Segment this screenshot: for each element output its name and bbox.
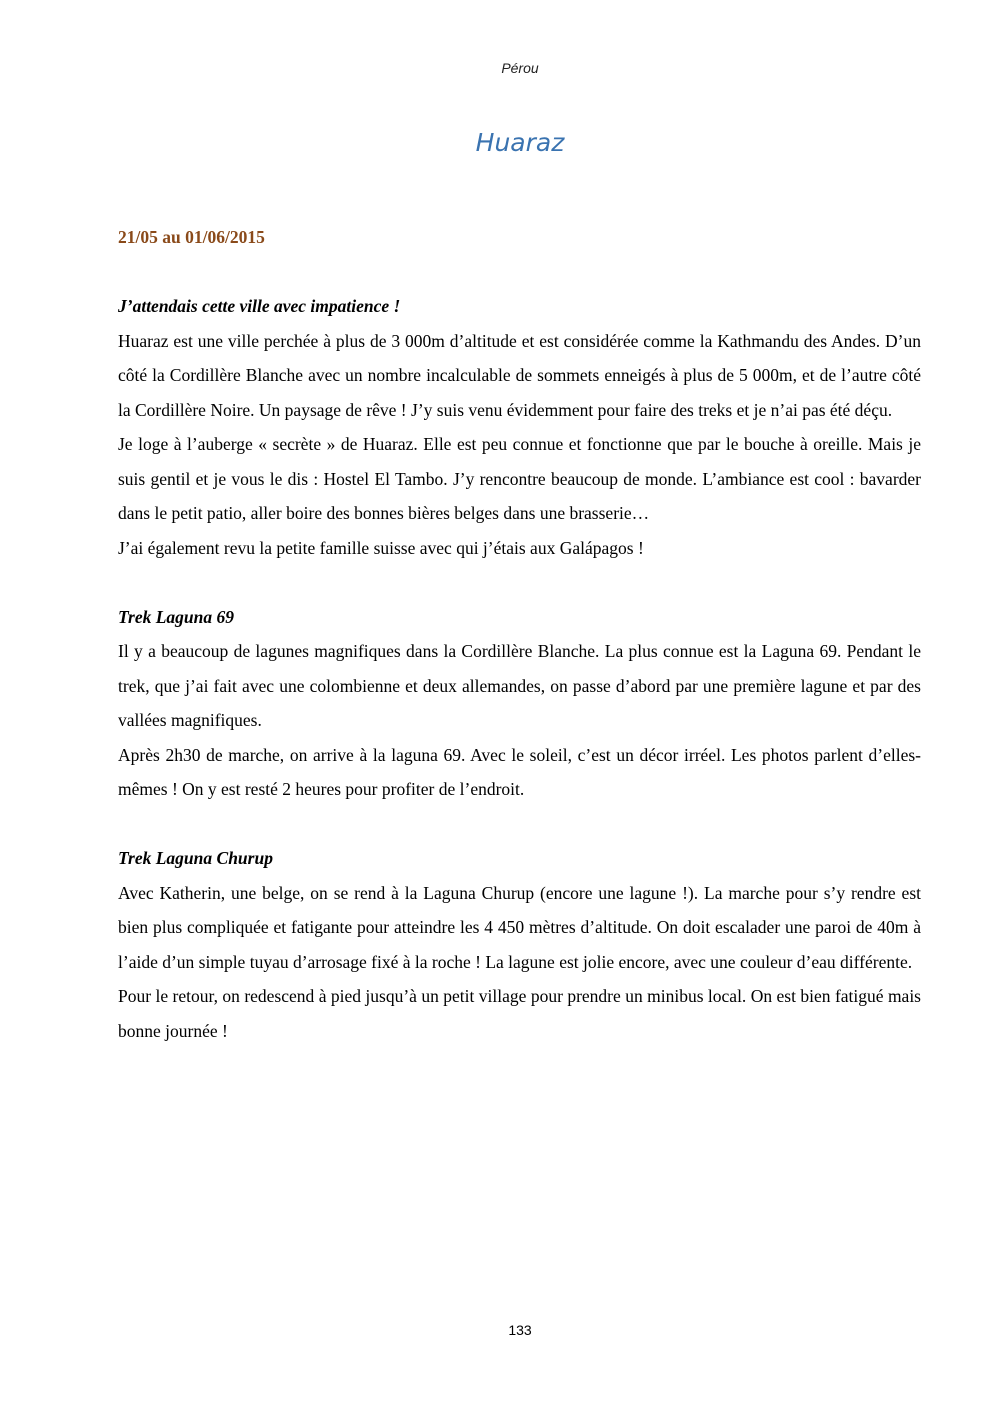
- paragraph: Il y a beaucoup de lagunes magnifiques dans la Cordillère Blanche. La plus connue est la Laguna 69. Pendant le trek, que j’ai fait avec une colombienne et deux allemandes, on passe d’abord par une première lagune et par des vallées magnifiques.: [118, 641, 921, 730]
- spacer: [118, 807, 921, 842]
- section-trek-laguna-69: [118, 600, 921, 807]
- section-heading: J’attendais cette ville avec impatience !: [118, 296, 401, 316]
- document-body: [118, 220, 921, 1048]
- paragraph: J’ai également revu la petite famille suisse avec qui j’étais aux Galápagos !: [118, 537, 644, 558]
- section-heading: Trek Laguna 69: [118, 606, 235, 627]
- page-number: 133: [508, 1322, 532, 1338]
- page-title: Huaraz: [475, 128, 565, 157]
- section-intro: [118, 289, 921, 565]
- spacer: [118, 255, 921, 290]
- paragraph: Je loge à l’auberge « secrète » de Huaraz. Elle est peu connue et fonctionne que par le bouche à oreille. Mais je suis gentil et je vous le dis : Hostel El Tambo. J’y rencontre beaucoup de monde. L’ambiance est cool : bavarder dans le petit patio, aller boire des bonnes bières belges dans une brasserie…: [118, 434, 921, 523]
- section-trek-laguna-churup: [118, 841, 921, 1048]
- paragraph: Huaraz est une ville perchée à plus de 3 000m d’altitude et est considérée comme la Kathmandu des Andes. D’un côté la Cordillère Blanche avec un nombre incalculable de sommets enneigés à plus de 5 000m, et de l’autre côté la Cordillère Noire. Un paysage de rêve ! J’y suis venu évidemment pour faire des treks et je n’ai pas été déçu.: [118, 330, 921, 420]
- paragraph: Après 2h30 de marche, on arrive à la laguna 69. Avec le soleil, c’est un décor irréel. Les photos parlent d’elles-mêmes ! On y est resté 2 heures pour profiter de l’endroit.: [118, 744, 921, 799]
- date-range: 21/05 au 01/06/2015: [118, 227, 265, 247]
- paragraph: Pour le retour, on redescend à pied jusqu’à un petit village pour prendre un minibus local. On est bien fatigué mais bonne journée !: [118, 986, 921, 1041]
- section-heading: Trek Laguna Churup: [118, 848, 273, 868]
- spacer: [118, 565, 921, 600]
- running-header: Pérou: [501, 60, 539, 76]
- paragraph: Avec Katherin, une belge, on se rend à la Laguna Churup (encore une lagune !). La marche pour s’y rendre est bien plus compliquée et fatigante pour atteindre les 4 450 mètres d’altitude. On doit escalader une paroi de 40m à l’aide d’un simple tuyau d’arrosage fixé à la roche ! La lagune est jolie encore, avec une couleur d’eau différente.: [118, 882, 921, 972]
